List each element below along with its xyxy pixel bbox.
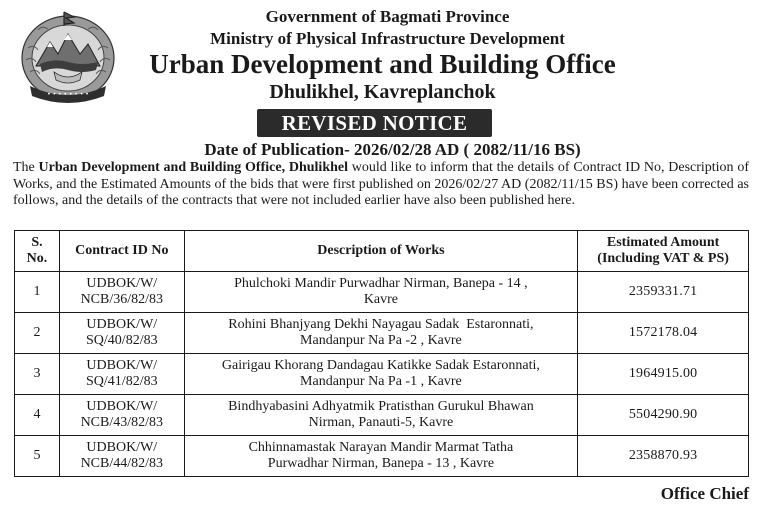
contract-id-line1: UDBOK/W/ [86,276,158,291]
row-contract-id [59,272,184,313]
row-description [184,354,578,395]
svg-text:• • • • • • • •: • • • • • • • • [47,91,89,98]
table-row [15,313,749,354]
description-line2: Kavre [363,292,399,307]
contract-id-line1: UDBOK/W/ [86,358,158,373]
description-line2: Nirman, Panauti-5, Kavre [308,415,454,430]
row-amount: 1964915.00 [578,354,749,395]
row-amount: 2359331.71 [578,272,749,313]
row-amount: 5504290.90 [578,395,749,436]
contract-id-line2: SQ/41/82/83 [86,374,158,389]
row-description [184,313,578,354]
description-line2: Mandanpur Na Pa -1 , Kavre [300,374,462,389]
contract-id-line2: NCB/44/82/83 [80,456,164,471]
row-contract-id [59,436,184,477]
nepal-government-emblem-icon [14,8,122,106]
row-description [184,436,578,477]
table-row [15,272,749,313]
header-sn-line1: S. [31,235,43,250]
office-location: Dhulikhel, Kavreplanchok [269,81,496,103]
office-name: Urban Development and Building Office [149,49,616,79]
header-amount-line1: Estimated Amount [606,235,720,250]
row-amount: 2358870.93 [578,436,749,477]
intro-prefix: The [13,160,39,175]
description-line2: Purwadhar Nirman, Banepa - 13 , Kavre [267,456,495,471]
contract-id-line2: SQ/40/82/83 [86,333,158,348]
row-sn: 4 [15,395,60,436]
intro-office-name: Urban Development and Building Office, Dhulikhel [38,160,348,175]
row-contract-id [59,313,184,354]
header-description: Description of Works [184,231,578,272]
notice-title: REVISED NOTICE [257,109,492,137]
table-row [15,395,749,436]
intro-paragraph [13,160,749,210]
contract-id-line1: UDBOK/W/ [86,399,158,414]
table-row [15,436,749,477]
table-row [15,354,749,395]
description-line1: Rohini Bhanjyang Dekhi Nayagau Sadak Estaronnati, [228,317,534,332]
government-name: Government of Bagmati Province [265,7,510,26]
description-line1: Bindhyabasini Adhyatmik Pratisthan Gurukul Bhawan [228,399,534,414]
row-contract-id [59,395,184,436]
description-line1: Chhinnamastak Narayan Mandir Marmat Tatha [248,440,514,455]
contract-id-line1: UDBOK/W/ [86,317,158,332]
intro-body: would like to inform that the details of Contract ID No, Description of Works, and the Estimated Amounts of the bids that were first published on 2026/02/27 AD (2082/11/15 BS) have been corrected as follows, and the details of the contracts that were not included earlier have also been published here. [13,160,750,209]
header-amount [578,231,749,272]
contract-id-line2: NCB/36/82/83 [80,292,164,307]
header-sn-line2: No. [26,251,48,266]
ministry-name: Ministry of Physical Infrastructure Development [210,29,565,48]
row-sn: 1 [15,272,60,313]
description-line1: Phulchoki Mandir Purwadhar Nirman, Banepa - 14 , [234,276,528,291]
table-header-row [15,231,749,272]
row-sn: 5 [15,436,60,477]
contracts-table [14,230,749,477]
description-line1: Gairigau Khorang Dandagau Katikke Sadak Estaronnati, [221,358,540,373]
row-contract-id [59,354,184,395]
publication-date: Date of Publication- 2026/02/28 AD ( 2082/11/16 BS) [204,140,581,159]
contract-id-line1: UDBOK/W/ [86,440,158,455]
header-contract-id: Contract ID No [59,231,184,272]
header-amount-line2: (Including VAT & PS) [597,251,729,266]
signature-office-chief: Office Chief [660,484,749,503]
row-description [184,272,578,313]
row-sn: 2 [15,313,60,354]
row-sn: 3 [15,354,60,395]
contract-id-line2: NCB/43/82/83 [80,415,164,430]
letterhead [130,6,763,104]
row-description [184,395,578,436]
header-sn [15,231,60,272]
row-amount: 1572178.04 [578,313,749,354]
description-line2: Mandanpur Na Pa -2 , Kavre [300,333,462,348]
